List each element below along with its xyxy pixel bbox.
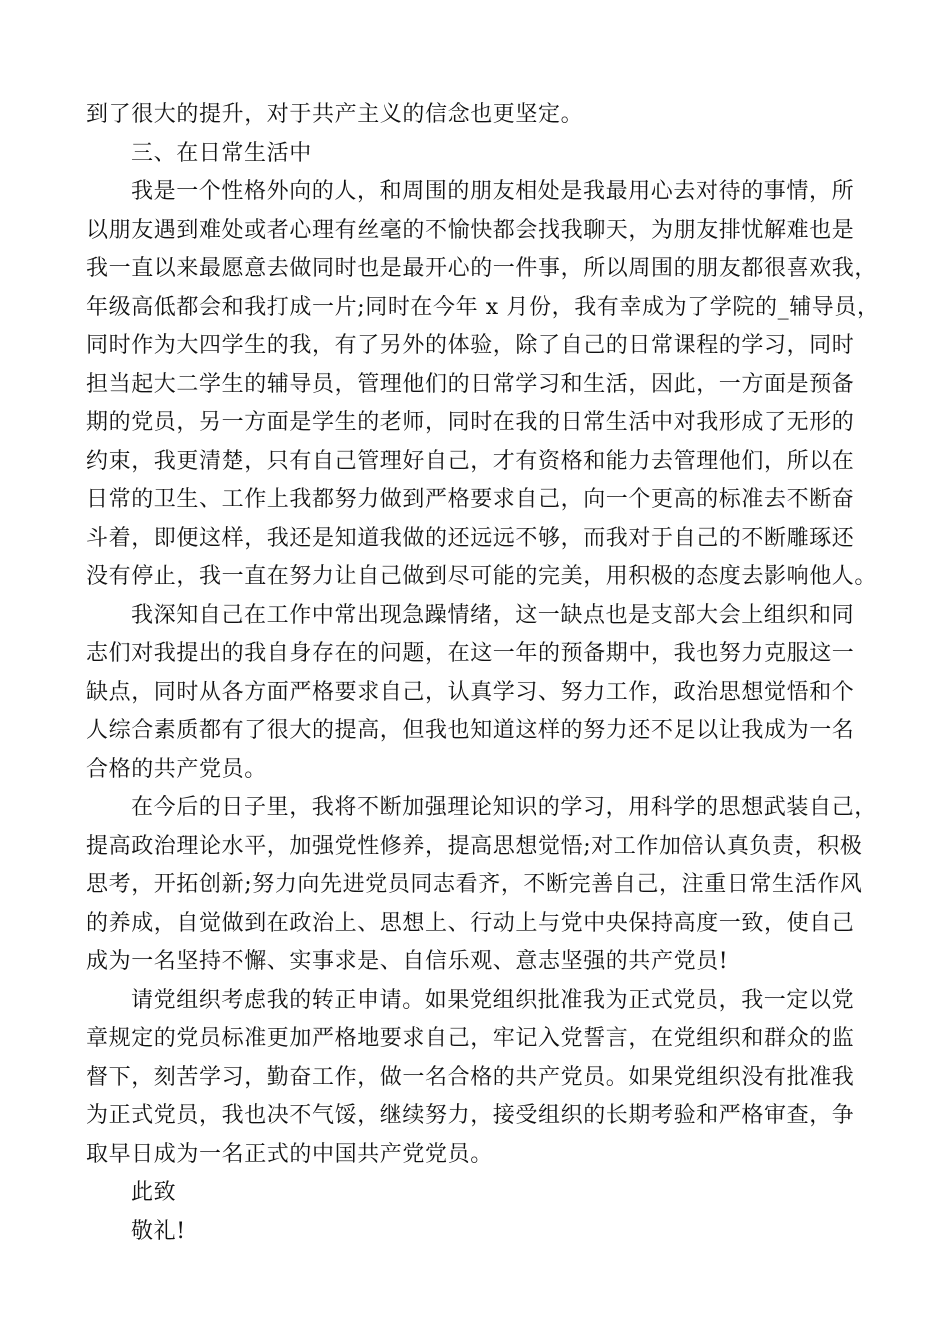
closing-salutation: 敬礼! [131, 1218, 186, 1244]
text-line: 合格的共产党员。 [86, 756, 267, 782]
text-line: 我是一个性格外向的人，和周围的朋友相处是我最用心去对待的事情，所 [131, 179, 855, 204]
closing-line: 此致 [131, 1180, 177, 1205]
text-line: 斗着，即便这样，我还是知道我做的还远远不够，而我对于自己的不断雕琢还 [86, 525, 855, 551]
text-line: 期的党员，另一方面是学生的老师，同时在我的日常生活中对我形成了无形的 [86, 410, 855, 435]
text-line: 取早日成为一名正式的中国共产党党员。 [86, 1141, 493, 1167]
text-line: 约束，我更清楚，只有自己管理好自己，才有资格和能力去管理他们，所以在 [86, 448, 855, 474]
text-line: 没有停止，我一直在努力让自己做到尽可能的完美，用积极的态度去影响他人。 [86, 564, 878, 589]
text-line: 我深知自己在工作中常出现急躁情绪，这一缺点也是支部大会上组织和同 [131, 602, 855, 628]
text-line: 同时作为大四学生的我，有了另外的体验，除了自己的日常课程的学习，同时 [86, 333, 855, 358]
text-line: 章规定的党员标准更加严格地要求自己，牢记入党誓言，在党组织和群众的监 [86, 1026, 855, 1051]
text-line: 成为一名坚持不懈、实事求是、自信乐观、意志坚强的共产党员! [86, 949, 729, 974]
text-line: 在今后的日子里，我将不断加强理论知识的学习，用科学的思想武装自己， [131, 795, 877, 820]
text-line: 志们对我提出的我自身存在的问题，在这一年的预备期中，我也努力克服这一 [86, 641, 855, 666]
text-line: 担当起大二学生的辅导员，管理他们的日常学习和生活，因此，一方面是预备 [86, 371, 855, 397]
text-line: 人综合素质都有了很大的提高，但我也知道这样的努力还不足以让我成为一名 [86, 718, 855, 743]
text-line: 请党组织考虑我的转正申请。如果党组织批准我为正式党员，我一定以党 [131, 987, 855, 1013]
section-heading: 三、在日常生活中 [131, 140, 312, 166]
text-line: 缺点，同时从各方面严格要求自己，认真学习、努力工作，政治思想觉悟和个 [86, 679, 855, 705]
text-line: 以朋友遇到难处或者心理有丝毫的不愉快都会找我聊天，为朋友排忧解难也是 [86, 217, 855, 243]
document-body [86, 96, 878, 1251]
text-line: 思考，开拓创新;努力向先进党员同志看齐，不断完善自己，注重日常生活作风 [86, 872, 863, 897]
text-line: 为正式党员，我也决不气馁，继续努力，接受组织的长期考验和严格审查，争 [86, 1103, 855, 1128]
text-line: 我一直以来最愿意去做同时也是最开心的一件事，所以周围的朋友都很喜欢我， [86, 256, 878, 281]
text-line: 到了很大的提升，对于共产主义的信念也更坚定。 [86, 102, 584, 127]
text-line: 提高政治理论水平，加强党性修养，提高思想觉悟;对工作加倍认真负责，积极 [86, 833, 863, 859]
text-line: 年级高低都会和我打成一片;同时在今年 x 月份，我有幸成为了学院的_辅导员， [86, 294, 880, 320]
text-line: 日常的卫生、工作上我都努力做到严格要求自己，向一个更高的标准去不断奋 [86, 487, 855, 512]
text-line: 督下，刻苦学习，勤奋工作，做一名合格的共产党员。如果党组织没有批准我 [86, 1064, 855, 1090]
text-line: 的养成，自觉做到在政治上、思想上、行动上与党中央保持高度一致，使自己 [86, 910, 855, 936]
